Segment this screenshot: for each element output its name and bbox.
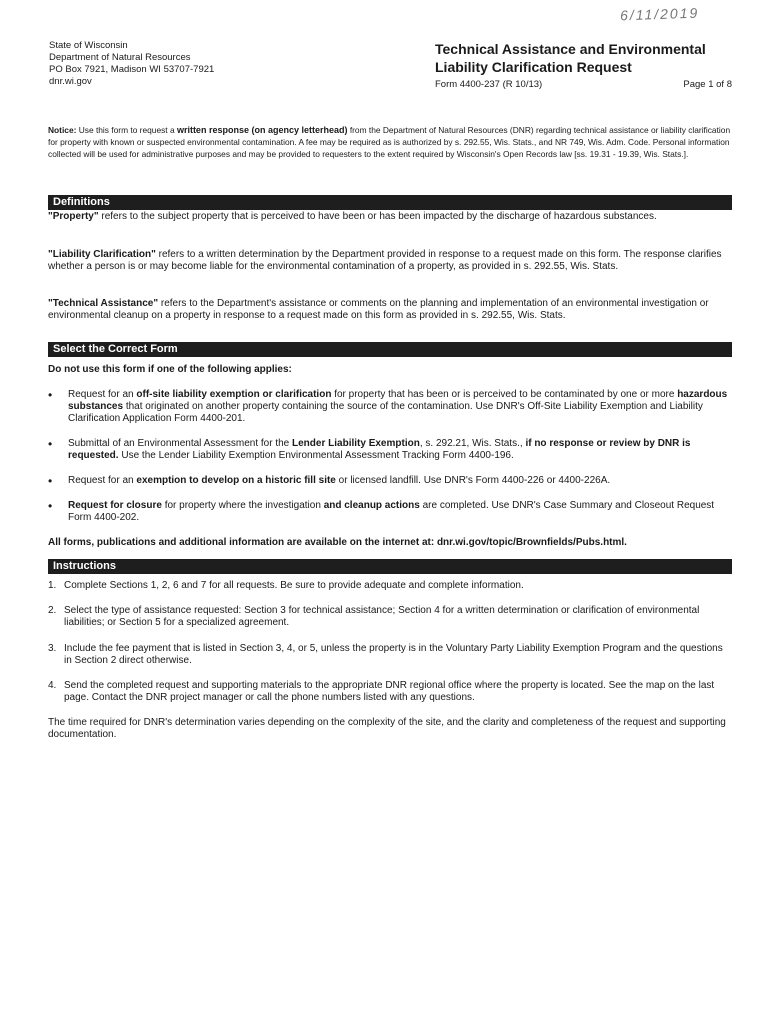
definition-liability	[48, 249, 732, 273]
definition-term: "Property"	[48, 211, 99, 222]
bullet-text: that originated on another property containing the source of the contamination. Use DNR's Off-Site Liability Exemption and Liability Clarification Application Form 4400-201.	[68, 401, 703, 424]
bullet-bold: off-site liability exemption or clarification	[136, 389, 332, 400]
bullet-icon: •	[48, 474, 53, 488]
bullet-text: or licensed landfill. Use DNR's Form 4400-226 or 4400-226A.	[338, 475, 611, 486]
instructions-heading: Instructions	[48, 559, 732, 574]
bullet-bold: if no response or review by DNR is requested.	[68, 438, 691, 461]
definition-text: refers to a written determination by the Department provided in response to a request made on this form. The response clarifies whether a person is or may become liable for the environmental contamination of a property, as provided in s. 292.55, Wis. Stats.	[48, 249, 722, 272]
bullet-text: Request for an	[68, 389, 134, 400]
bullet-bold: hazardous substances	[68, 389, 728, 412]
all-forms-link-note: All forms, publications and additional information are available on the internet at: dnr.wi.gov/topic/Brownfields/Pubs.html.	[48, 537, 627, 548]
definition-term: "Technical Assistance"	[48, 298, 159, 309]
step-number: 2.	[48, 605, 57, 616]
definition-property	[48, 211, 732, 223]
notice-text-pre: Use this form to request a	[78, 125, 175, 135]
notice-bold: written response (on agency letterhead)	[176, 125, 348, 135]
step-number: 3.	[48, 643, 57, 654]
form-meta	[435, 79, 732, 90]
bullet-bold: Request for closure	[68, 500, 162, 511]
bullet-text: for property that has been or is perceived to be contaminated by one or more	[334, 389, 675, 400]
list-item	[48, 500, 732, 524]
agency-po-box: PO Box 7921, Madison WI 53707-7921	[49, 64, 215, 75]
bullet-text: are completed. Use DNR's Case Summary and Closeout Request Form 4400-202.	[68, 500, 715, 523]
handwritten-date-stamp: 6/11/2019	[619, 4, 700, 24]
bullet-icon: •	[48, 388, 53, 402]
definition-technical	[48, 298, 732, 322]
bullet-icon: •	[48, 437, 53, 451]
instruction-step	[48, 643, 732, 667]
definition-text: refers to the subject property that is perceived to have been or has been impacted by the discharge of hazardous substances.	[101, 211, 657, 222]
form-header	[435, 40, 732, 90]
agency-state: State of Wisconsin	[49, 40, 128, 51]
agency-address	[49, 40, 214, 88]
bullet-text: Submittal of an Environmental Assessment for the	[68, 438, 290, 449]
notice-label: Notice:	[48, 125, 77, 135]
agency-website: dnr.wi.gov	[49, 76, 92, 87]
bullet-text: Request for an	[68, 475, 134, 486]
step-number: 4.	[48, 680, 57, 691]
bullet-icon: •	[48, 499, 53, 513]
bullet-text: Use the Lender Liability Exemption Environmental Assessment Tracking Form 4400-196.	[121, 450, 514, 461]
step-text: Include the fee payment that is listed in Section 3, 4, or 5, unless the property is in the Voluntary Party Liability Exemption Program and the questions in Section 2 direct otherwise.	[64, 643, 723, 666]
bullet-bold: and cleanup actions	[323, 500, 420, 511]
instruction-step	[48, 580, 732, 592]
list-item	[48, 389, 732, 425]
form-title-line2: Liability Clarification Request	[435, 59, 632, 75]
agency-department: Department of Natural Resources	[49, 52, 191, 63]
select-form-heading: Select the Correct Form	[48, 342, 732, 357]
instruction-step	[48, 605, 732, 629]
closing-paragraph: The time required for DNR's determination varies depending on the complexity of the site, and the clarity and completeness of the request and supporting documentation.	[48, 717, 726, 740]
form-number: Form 4400-237 (R 10/13)	[435, 79, 543, 90]
bullet-text: for property where the investigation	[164, 500, 321, 511]
step-number: 1.	[48, 580, 57, 591]
select-form-intro: Do not use this form if one of the following applies:	[48, 364, 292, 375]
step-text: Complete Sections 1, 2, 6 and 7 for all requests. Be sure to provide adequate and complete information.	[64, 580, 524, 591]
page-number: Page 1 of 8	[683, 79, 732, 90]
list-item	[48, 475, 732, 487]
bullet-bold: Lender Liability Exemption	[292, 438, 420, 449]
list-item	[48, 438, 732, 462]
definitions-heading: Definitions	[48, 195, 732, 210]
notice-paragraph	[48, 124, 732, 160]
definition-text: refers to the Department's assistance or comments on the planning and implementation of an environmental investigation or environmental cleanup on a property in response to a request made on this form as provided in s. 292.55, Wis. Stats.	[48, 298, 709, 321]
bullet-text: , s. 292.21, Wis. Stats.,	[419, 438, 523, 449]
form-title-line1: Technical Assistance and Environmental	[435, 41, 706, 57]
notice-text-post: from the Department of Natural Resources (DNR) regarding technical assistance or liability clarification for property with known or suspected environmental contamination. A fee may be required as is authorized by s. 292.55, Wis. Stats., and NR 749, Wis. Adm. Code. Personal information collected will be used for administrative purposes and may be provided to requesters to the extent required by Wisconsin's Open Records law [ss. 19.31 - 19.39, Wis. Stats.].	[48, 125, 731, 159]
definition-term: "Liability Clarification"	[48, 249, 156, 260]
bullet-bold: exemption to develop on a historic fill site	[136, 475, 336, 486]
step-text: Select the type of assistance requested: Section 3 for technical assistance; Section 4 for a written determination or clarification of environmental liabilities; or Section 5 for a specialized agreement.	[64, 605, 700, 628]
instruction-step	[48, 680, 732, 704]
step-text: Send the completed request and supporting materials to the appropriate DNR regional office where the property is located. See the map on the last page. Contact the DNR project manager or call the phone numbers listed with any questions.	[64, 680, 715, 703]
